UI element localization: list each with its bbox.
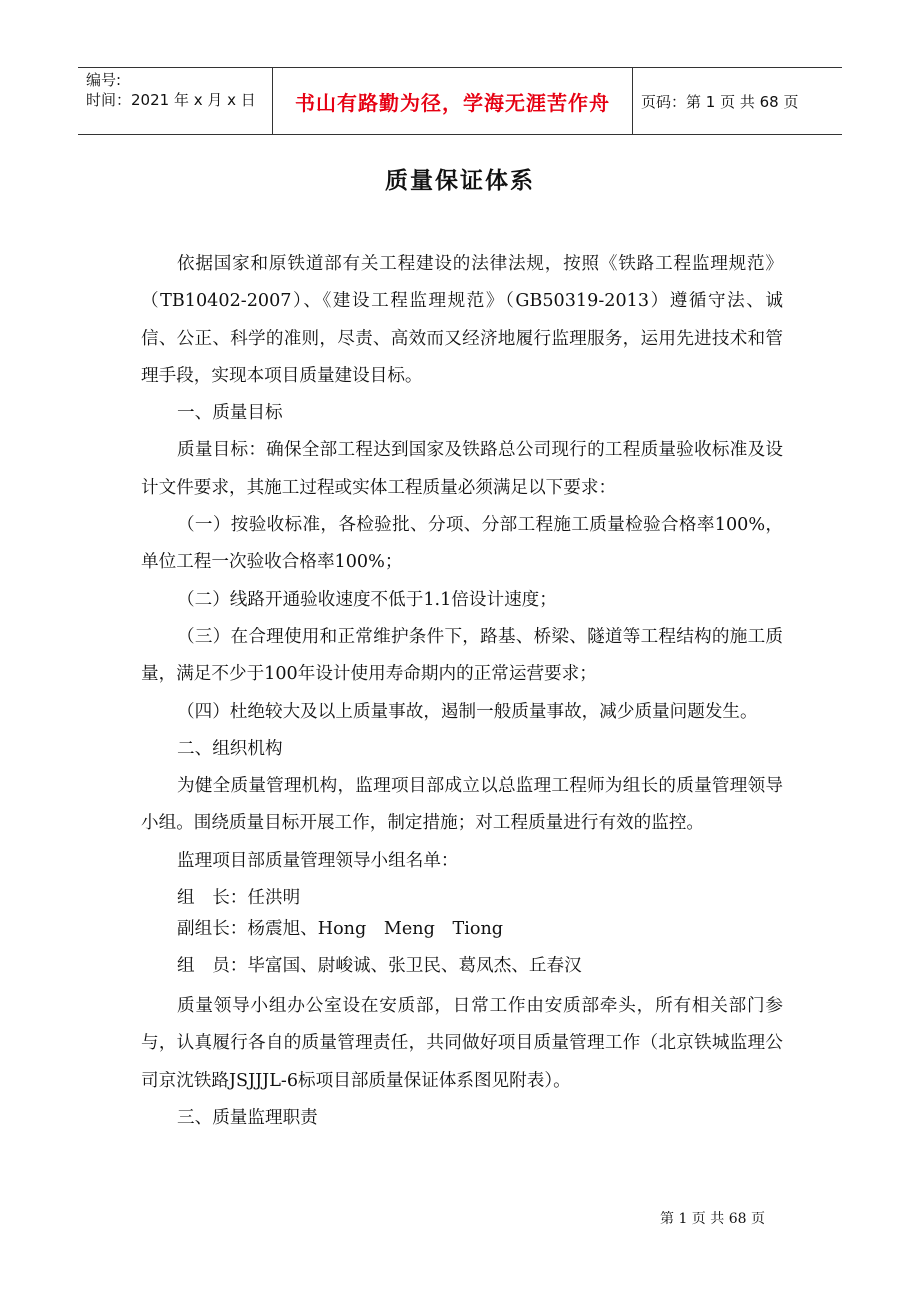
member-members: 组 员：毕富国、尉峻诚、张卫民、葛凤杰、丘春汉 xyxy=(177,956,582,977)
document-date-label: 时间：2021 年 x 月 x 日 xyxy=(86,91,256,109)
paragraph-member-list-intro: 监理项目部质量管理领导小组名单： xyxy=(177,850,459,871)
paragraph-office: 质量领导小组办公室设在安质部，日常工作由安质部牵头，所有相关部门参与，认真履行各自的质量管理责任，共同做好项目质量管理工作（北京铁城监理公司京沈铁路JSJJJL-6标项目部质量保证体系图见附表）。 xyxy=(141,996,783,1091)
section-heading-duties: 三、质量监理职责 xyxy=(177,1107,318,1128)
header-page-number: 页码：第 1 页 共 68 页 xyxy=(641,92,799,111)
document-body xyxy=(141,246,783,1137)
section-heading-organization: 二、组织机构 xyxy=(177,738,283,759)
paragraph-requirement-1: （一）按验收标准，各检验批、分项、分部工程施工质量检验合格率100%，单位工程一次验收合格率100%； xyxy=(141,515,783,573)
paragraph-requirement-4: （四）杜绝较大及以上质量事故，遏制一般质量事故，减少质量问题发生。 xyxy=(177,701,758,722)
page-header xyxy=(78,67,842,135)
document-title: 质量保证体系 xyxy=(385,168,535,194)
paragraph-requirement-3: （三）在合理使用和正常维护条件下，路基、桥梁、隧道等工程结构的施工质量，满足不少于100年设计使用寿命期内的正常运营要求； xyxy=(141,626,783,685)
page-footer: 第 1 页 共 68 页 xyxy=(660,1211,765,1227)
document-number-label: 编号: xyxy=(86,71,122,89)
paragraph-requirement-2: （二）线路开通验收速度不低于1.1倍设计速度； xyxy=(177,589,557,610)
section-heading-quality-goals: 一、质量目标 xyxy=(177,403,283,424)
paragraph-quality-goal: 质量目标：确保全部工程达到国家及铁路总公司现行的工程质量验收标准及设计文件要求，其施工过程或实体工程质量必须满足以下要求： xyxy=(141,440,783,498)
paragraph-intro: 依据国家和原铁道部有关工程建设的法律法规，按照《铁路工程监理规范》（TB10402-2007）、《建设工程监理规范》（GB50319-2013）遵循守法、诚信、公正、科学的准则，尽责、高效而又经济地履行监理服务，运用先进技术和管理手段，实现本项目质量建设目标。 xyxy=(141,254,783,386)
paragraph-organization: 为健全质量管理机构，监理项目部成立以总监理工程师为组长的质量管理领导小组。围绕质量目标开展工作，制定措施；对工程质量进行有效的监控。 xyxy=(141,776,783,834)
member-deputy-leader: 副组长：杨震旭、Hong Meng Tiong xyxy=(177,919,504,940)
member-list xyxy=(141,883,783,982)
member-leader: 组 长：任洪明 xyxy=(177,888,301,909)
header-meta-cell xyxy=(78,68,273,134)
header-motto: 书山有路勤为径，学海无涯苦作舟 xyxy=(273,68,633,134)
